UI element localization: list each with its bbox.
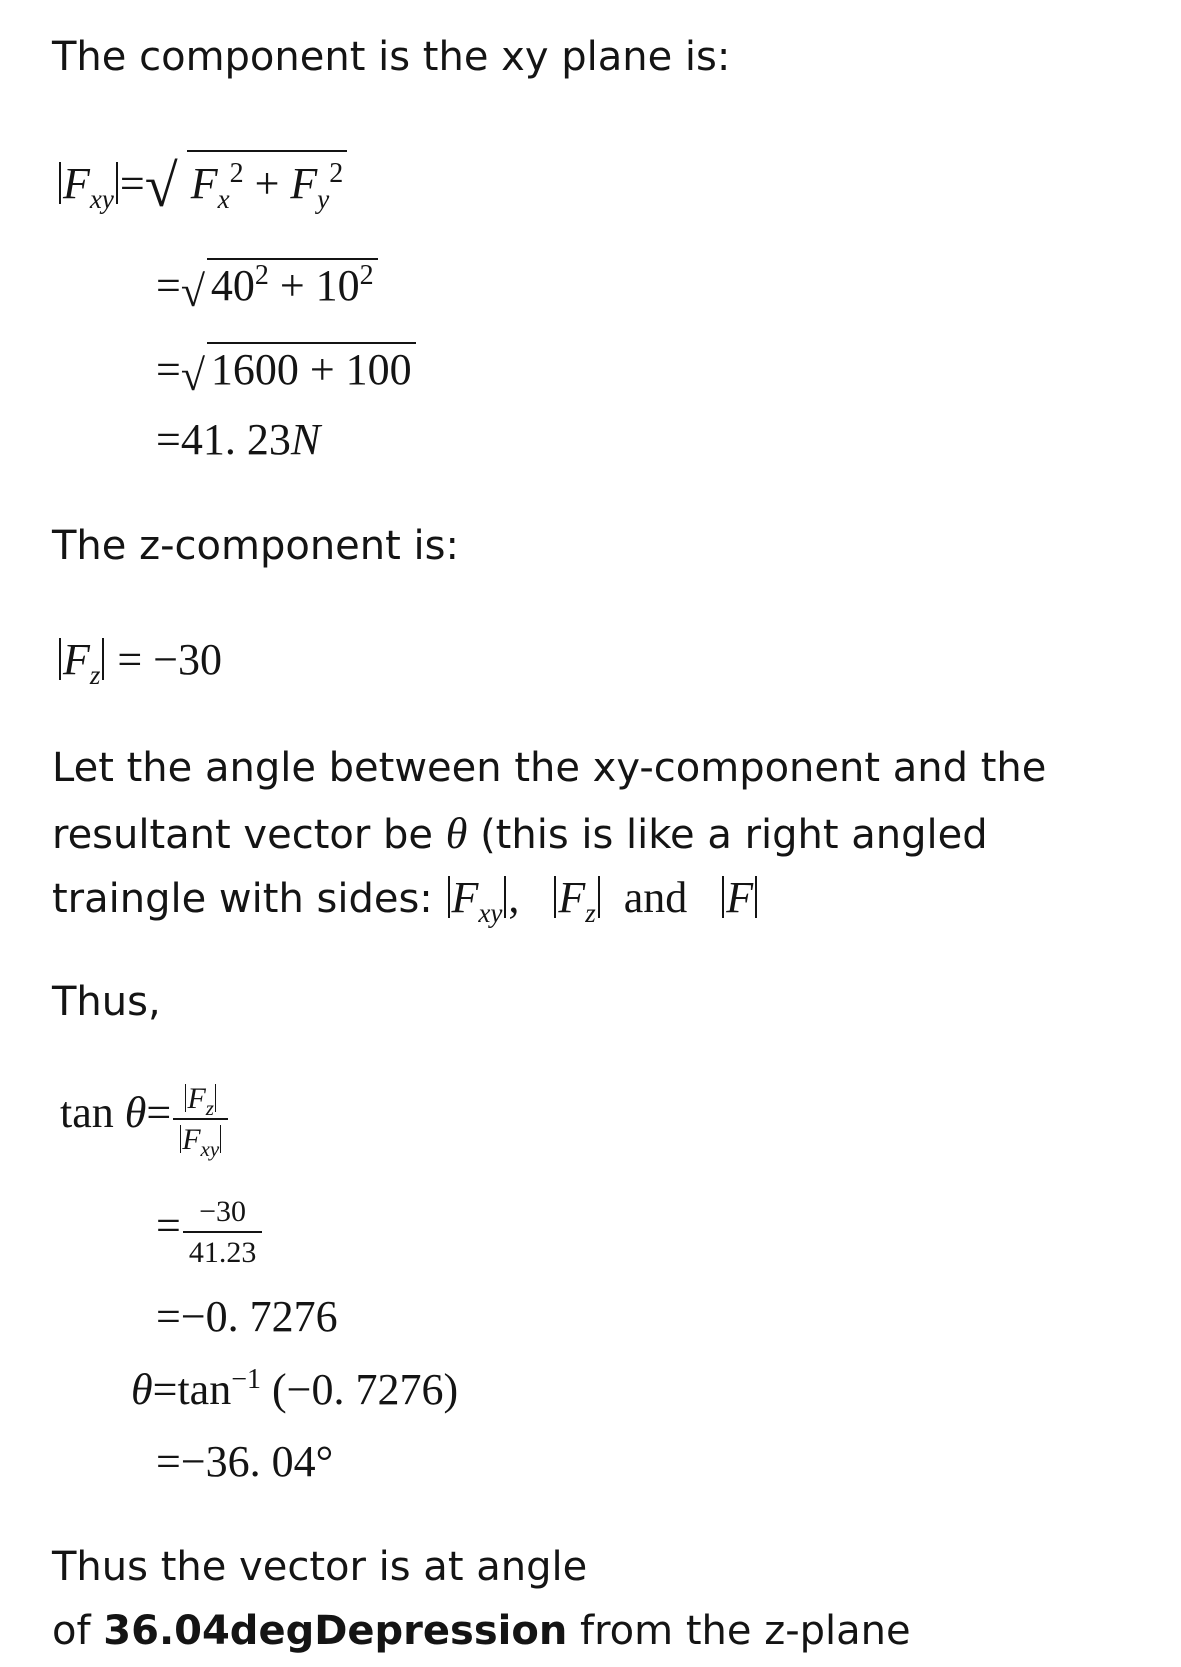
fxy-result: =41. 23N xyxy=(156,415,321,464)
fxy-step-1: = √ $40^2 + 10^2$ xyxy=(156,258,378,308)
final-angle: =−36. 04° xyxy=(156,1437,334,1486)
f-symbol: F xyxy=(63,159,90,208)
fz-formula: $F_z = -30$ xyxy=(57,638,222,682)
angle-paragraph-line-1: Let the angle between the xy-component and the xyxy=(52,745,1047,791)
conclusion-line-2: of 36.04degDepression from the z-plane xyxy=(52,1608,911,1654)
arctan-formula: $\theta=\tan^{-1}$ (−0. 7276) xyxy=(131,1364,459,1414)
angle-paragraph-line-2: resultant vector be θ (this is like a right angled xyxy=(52,809,988,858)
eq-sign: = xyxy=(119,159,145,208)
angle-paragraph-line-3: traingle with sides: $F_{xy}$ , $F_z$ and F xyxy=(52,876,759,920)
fxy-step-2: = √ 1600 + 100 xyxy=(156,342,416,392)
tan-formula: tan θ= $\frac{F_z}{F_{xy}}$ xyxy=(60,1082,228,1156)
sub-xy: xy xyxy=(89,184,114,214)
tan-result: =−0. 7276 xyxy=(156,1292,338,1341)
xy-component-heading: The component is the xy plane is: xyxy=(52,34,731,80)
radical-sign: √ xyxy=(144,153,178,219)
conclusion-answer: 36.04degDepression xyxy=(103,1608,568,1654)
z-component-heading: The z-component is: xyxy=(52,523,459,569)
thus-label: Thus, xyxy=(52,979,161,1025)
theta-symbol: θ xyxy=(445,809,468,858)
fxy-formula: $F_{xy}$ = √ $F_x^2 + F_y^2$ xyxy=(57,150,347,206)
conclusion-line-1: Thus the vector is at angle xyxy=(52,1544,588,1590)
tan-step-1: = $\frac{-30}{41.23}$ xyxy=(156,1195,262,1269)
